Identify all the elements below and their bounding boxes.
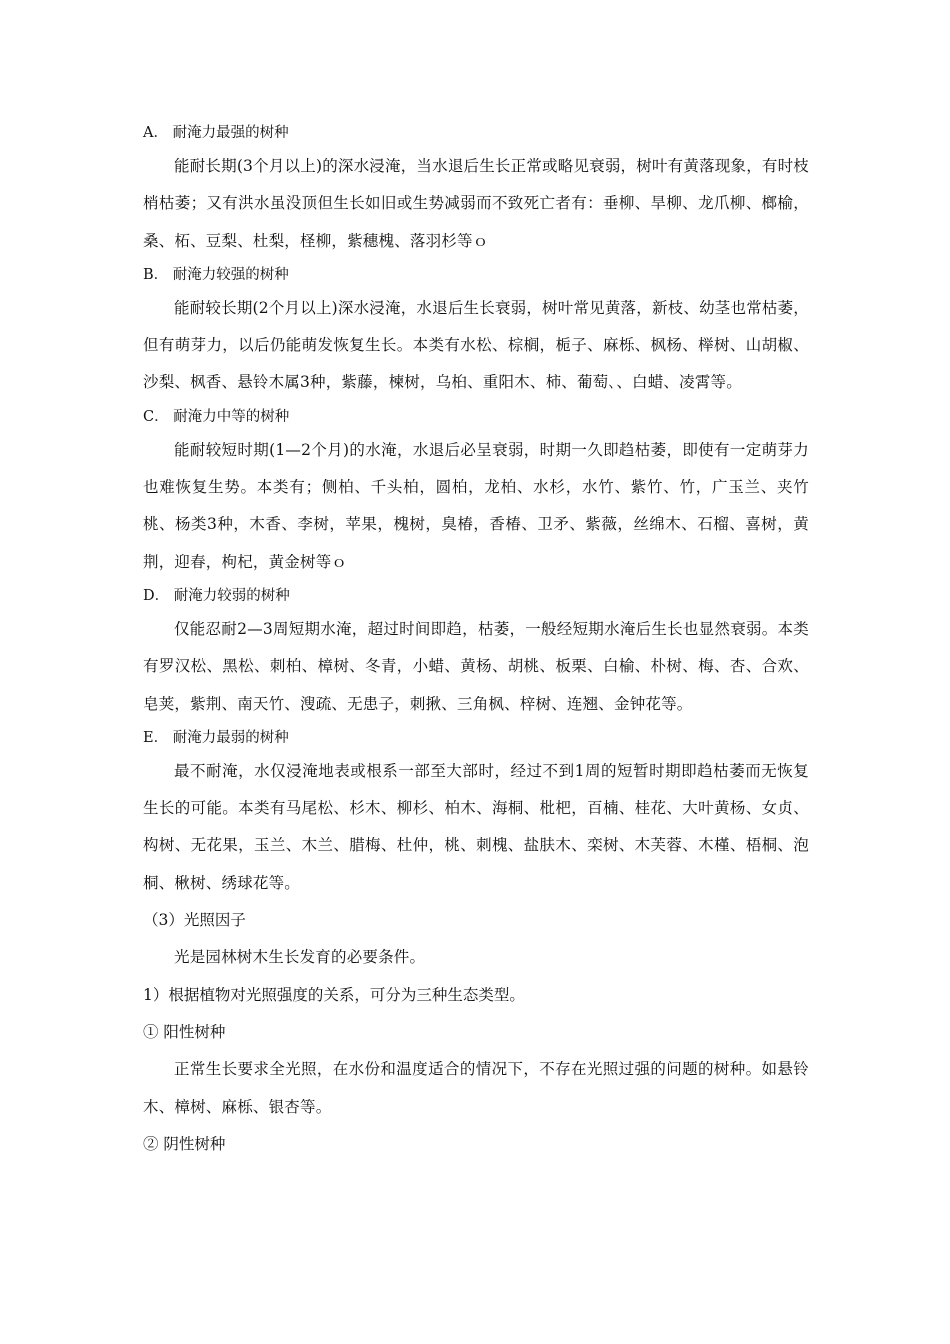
section-a-heading: A． 耐淹力最强的树种: [143, 125, 289, 141]
section-d-heading: D． 耐淹力较弱的树种: [143, 587, 290, 604]
sun-tree-paragraph: 正常生长要求全光照，在水份和温度适合的情况下，不存在光照过强的问题的树种。如悬铃木、樟树、麻栎、银杏等。: [143, 1060, 809, 1116]
section-b-paragraph: 能耐较长期(2个月以上)深水浸淹，水退后生长衰弱，树叶常见黄落，新枝、幼茎也常枯萎，但有萌芽力，以后仍能萌发恢复生长。本类有水松、棕榈，栀子、麻栎、枫杨、榉树、山胡椒、沙梨、枫香、悬铃木属3种，紫藤，楝树，乌桕、重阳木、柿、葡萄､、白蜡、凌霄等。: [143, 298, 809, 392]
section-b-heading: B． 耐淹力较强的树种: [143, 266, 289, 283]
light-classification-line: 1）根据植物对光照强度的关系，可分为三种生态类型。: [143, 985, 525, 1004]
light-factor-intro: 光是园林树木生长发育的必要条件。: [174, 948, 426, 967]
document-page: [143, 118, 809, 1163]
section-e-heading: E． 耐淹力最弱的树种: [143, 729, 289, 746]
sun-tree-heading: ① 阳性树种: [143, 1022, 226, 1041]
section-c-heading: C． 耐淹力中等的树种: [143, 408, 290, 425]
section-a-paragraph: 能耐长期(3个月以上)的深水浸淹，当水退后生长正常或略见衰弱，树叶有黄落现象，有时枝梢枯萎；又有洪水虽没顶但生长如旧或生势减弱而不致死亡者有：垂柳、旱柳、龙爪柳、榔榆，桑、柘、豆梨、杜梨，柽柳，紫穗槐、落羽杉等ｏ: [143, 157, 809, 250]
section-e-paragraph: 最不耐淹，水仅浸淹地表或根系一部至大部时，经过不到1周的短暂时期即趋枯萎而无恢复生长的可能。本类有马尾松、杉木、柳杉、柏木、海桐、枇杷，百楠、桂花、大叶黄杨、女贞、构树、无花果，玉兰、木兰、腊梅、杜仲，桃、刺槐、盐肤木、栾树、木芙蓉、木槿、梧桐、泡桐、楸树、绣球花等。: [143, 761, 809, 892]
section-d-paragraph: 仅能忍耐2—3周短期水淹，超过时间即趋，枯萎，一般经短期水淹后生长也显然衰弱。本类有罗汉松、黑松、刺柏、樟树、冬青，小蜡、黄杨、胡桃、板栗、白榆、朴树、梅、杏、合欢、皂荚，紫荆、南天竹、溲疏、无患子，刺揪、三角枫、梓树、连翘、金钟花等。: [143, 619, 809, 713]
section-c-paragraph: 能耐较短时期(1—2个月)的水淹，水退后必呈衰弱，时期一久即趋枯萎，即使有一定萌芽力也难恢复生势。本类有；侧柏、千头柏，圆柏，龙柏、水杉，水竹、紫竹、竹，广玉兰、夹竹桃、杨类3种，木香、李树，苹果，槐树，臭椿，香椿、卫矛、紫薇，丝绵木、石榴、喜树，黄荆，迎春，枸杞，黄金树等ｏ: [143, 440, 809, 571]
shade-tree-heading: ② 阴性树种: [143, 1134, 226, 1153]
light-factor-heading: （3）光照因子: [143, 911, 246, 930]
